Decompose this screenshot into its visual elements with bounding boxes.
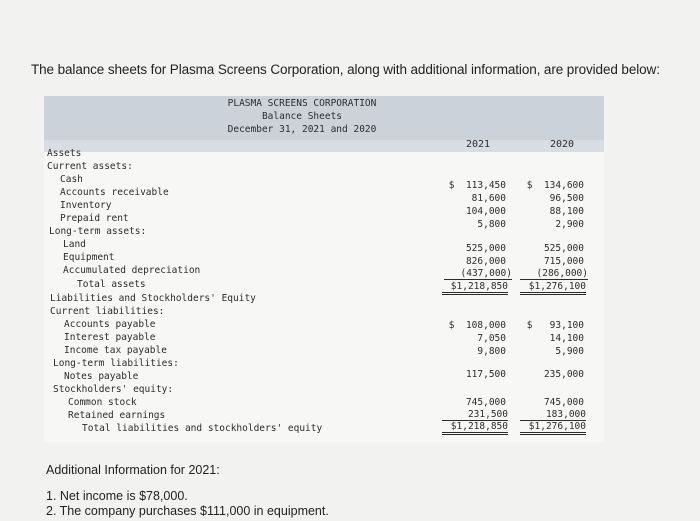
prepaid-rent-2021: 5,800 <box>477 219 506 230</box>
equipment-2020: 715,000 <box>543 256 584 267</box>
intro-text: The balance sheets for Plasma Screens Corporation, along with additional information, are provided below: <box>31 62 660 77</box>
total-liab-equity-2020: $1,276,100 <box>520 421 586 435</box>
label-accumulated-depreciation: Accumulated depreciation <box>63 265 201 276</box>
inventory-2021: 104,000 <box>465 206 506 217</box>
accounts-payable-2020: $ 93,100 <box>526 320 584 331</box>
label-liabilities-equity: Liabilities and Stockholders' Equity <box>50 293 256 304</box>
label-stockholders-equity: Stockholders' equity: <box>53 384 174 395</box>
label-accounts-receivable: Accounts receivable <box>60 187 169 198</box>
label-total-assets: Total assets <box>77 279 146 290</box>
year-2020-header: 2020 <box>550 139 575 150</box>
total-assets-2020: $1,276,100 <box>520 281 586 295</box>
label-cash: Cash <box>60 174 83 185</box>
inventory-2020: 88,100 <box>549 206 584 217</box>
statement-title: Balance Sheets <box>261 111 343 122</box>
label-income-tax-payable: Income tax payable <box>64 345 167 356</box>
label-equipment: Equipment <box>63 252 115 263</box>
ar-2020: 96,500 <box>549 193 584 204</box>
land-2020: 525,000 <box>543 243 584 254</box>
retained-earnings-2020: 183,000 <box>520 409 586 421</box>
equipment-2021: 826,000 <box>465 256 506 267</box>
label-inventory: Inventory <box>60 200 112 211</box>
cash-2021: $ 113,450 <box>448 180 506 191</box>
notes-payable-2020: 235,000 <box>543 369 584 380</box>
prepaid-rent-2020: 2,900 <box>555 219 584 230</box>
cash-2020: $ 134,600 <box>526 180 584 191</box>
accum-depr-2021: (437,000) <box>444 268 512 280</box>
additional-info-heading: Additional Information for 2021: <box>46 463 220 477</box>
label-current-assets: Current assets: <box>47 161 133 172</box>
label-accounts-payable: Accounts payable <box>64 319 156 330</box>
label-land: Land <box>63 239 86 250</box>
additional-item-2: 2. The company purchases $111,000 in equipment. <box>46 504 329 518</box>
total-assets-2021: $1,218,850 <box>442 281 508 295</box>
label-prepaid-rent: Prepaid rent <box>60 213 129 224</box>
total-liab-equity-2021: $1,218,850 <box>442 421 508 435</box>
common-stock-2020: 745,000 <box>543 397 584 408</box>
label-assets: Assets <box>47 148 82 159</box>
interest-payable-2021: 7,050 <box>477 333 506 344</box>
year-band <box>44 140 604 152</box>
retained-earnings-2021: 231,500 <box>442 409 508 421</box>
label-current-liabilities: Current liabilities: <box>50 306 165 317</box>
label-interest-payable: Interest payable <box>64 332 156 343</box>
interest-payable-2020: 14,100 <box>549 333 584 344</box>
label-total-liabilities-equity: Total liabilities and stockholders' equity <box>82 423 323 434</box>
label-retained-earnings: Retained earnings <box>68 410 166 421</box>
label-long-term-liabilities: Long-term liabilities: <box>53 358 179 369</box>
balance-sheet-table <box>44 96 604 442</box>
statement-date: December 31, 2021 and 2020 <box>227 124 377 135</box>
additional-item-1: 1. Net income is $78,000. <box>46 489 188 503</box>
accum-depr-2020: (286,000) <box>520 268 588 280</box>
year-2021-header: 2021 <box>466 139 491 150</box>
label-long-term-assets: Long-term assets: <box>49 226 147 237</box>
label-common-stock: Common stock <box>68 397 137 408</box>
accounts-payable-2021: $ 108,000 <box>448 320 506 331</box>
company-name: PLASMA SCREENS CORPORATION <box>227 98 377 109</box>
income-tax-payable-2020: 5,900 <box>555 346 584 357</box>
ar-2021: 81,600 <box>471 193 506 204</box>
land-2021: 525,000 <box>465 243 506 254</box>
income-tax-payable-2021: 9,800 <box>477 346 506 357</box>
label-notes-payable: Notes payable <box>64 371 139 382</box>
common-stock-2021: 745,000 <box>465 397 506 408</box>
notes-payable-2021: 117,500 <box>465 369 506 380</box>
